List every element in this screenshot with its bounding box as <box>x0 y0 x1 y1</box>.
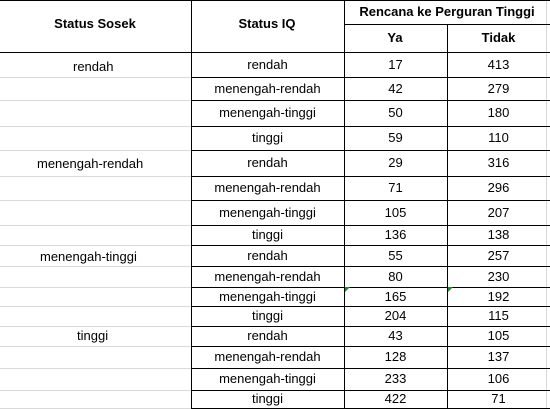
row-border <box>191 200 550 201</box>
cell-tidak: 138 <box>487 227 510 242</box>
row-border <box>191 77 550 78</box>
row-border <box>191 100 550 101</box>
cell-status-iq: menengah-rendah <box>214 349 321 364</box>
cell-ya: 42 <box>388 80 403 96</box>
cell-status-iq: rendah <box>247 56 288 72</box>
cell-ya: 136 <box>384 227 407 242</box>
row-gridline <box>0 126 191 127</box>
row-border <box>191 150 550 151</box>
row-gridline <box>0 306 191 307</box>
header-divider <box>447 24 448 52</box>
header-border-bottom <box>0 52 550 53</box>
cell-ya: 50 <box>388 105 403 120</box>
row-gridline <box>0 368 191 369</box>
cell-status-iq: menengah-tinggi <box>219 288 316 304</box>
cell-ya: 105 <box>384 204 407 220</box>
row-gridline <box>0 245 191 246</box>
header-divider <box>344 0 345 52</box>
cell-status-iq: menengah-tinggi <box>219 371 316 386</box>
row-border <box>191 225 550 226</box>
row-border <box>191 306 550 307</box>
row-border <box>191 346 550 347</box>
cell-status-iq: menengah-rendah <box>214 80 321 96</box>
header-tidak: Tidak <box>481 30 516 45</box>
cell-ya: 422 <box>384 391 407 406</box>
cell-status-iq: menengah-rendah <box>214 180 321 195</box>
cell-status-iq: menengah-tinggi <box>219 204 316 220</box>
cell-status-iq: rendah <box>247 328 288 343</box>
row-border <box>191 245 550 246</box>
header-divider <box>191 0 192 52</box>
cell-status-iq: rendah <box>247 155 288 170</box>
cell-tidak: 207 <box>487 204 510 220</box>
row-gridline <box>0 100 191 101</box>
cell-status-iq: rendah <box>247 247 288 263</box>
cell-status-iq: tinggi <box>251 391 284 406</box>
cell-ya: 55 <box>388 247 403 263</box>
cell-tidak: 230 <box>487 268 510 284</box>
cell-status-sosek: menengah-tinggi <box>40 249 137 264</box>
cell-tidak: 413 <box>487 56 510 72</box>
cell-marker-icon <box>345 287 350 292</box>
row-gridline <box>0 200 191 201</box>
cell-tidak: 296 <box>487 180 510 195</box>
cell-ya: 29 <box>388 155 403 170</box>
table-border-top <box>0 0 550 1</box>
cell-status-sosek: rendah <box>73 59 114 74</box>
header-status-iq: Status IQ <box>238 16 296 31</box>
row-gridline <box>0 77 191 78</box>
row-border <box>191 266 550 267</box>
row-gridline <box>0 266 191 267</box>
cell-ya: 233 <box>384 371 407 386</box>
cell-status-sosek: menengah-rendah <box>37 156 144 171</box>
row-gridline <box>0 176 191 177</box>
cell-marker-icon <box>448 287 453 292</box>
cell-tidak: 106 <box>487 371 510 386</box>
cell-tidak: 115 <box>488 308 509 323</box>
header-ya: Ya <box>387 30 403 45</box>
cell-status-iq: menengah-rendah <box>214 268 321 284</box>
cell-ya: 128 <box>384 349 407 364</box>
row-gridline <box>0 326 191 327</box>
cell-status-iq: tinggi <box>251 130 284 145</box>
row-border <box>191 176 550 177</box>
cell-ya: 17 <box>388 56 403 72</box>
cell-tidak: 316 <box>487 155 510 170</box>
cell-tidak: 279 <box>487 80 510 96</box>
cell-status-sosek: tinggi <box>77 328 109 343</box>
cell-tidak: 71 <box>491 391 506 406</box>
row-gridline <box>0 346 191 347</box>
cell-ya: 43 <box>388 328 403 343</box>
row-gridline <box>0 287 191 288</box>
cell-tidak: 105 <box>487 328 510 343</box>
row-border <box>191 368 550 369</box>
cell-ya: 80 <box>388 268 403 284</box>
cell-tidak: 180 <box>487 105 510 120</box>
cell-status-iq: tinggi <box>251 227 284 242</box>
row-border <box>191 326 550 327</box>
cell-ya: 165 <box>384 288 407 304</box>
cell-ya: 71 <box>388 180 403 195</box>
row-gridline <box>0 150 191 151</box>
cell-tidak: 110 <box>488 130 509 145</box>
row-border <box>191 126 550 127</box>
cell-ya: 59 <box>388 130 403 145</box>
cell-tidak: 137 <box>487 349 510 364</box>
cell-ya: 204 <box>384 308 407 323</box>
cell-tidak: 192 <box>487 288 510 304</box>
cell-tidak: 257 <box>487 247 510 263</box>
header-status-sosek: Status Sosek <box>54 16 136 31</box>
header-rencana: Rencana ke Perguran Tinggi <box>359 4 535 19</box>
row-gridline <box>0 225 191 226</box>
cell-status-iq: tinggi <box>251 308 284 323</box>
row-gridline <box>0 390 191 391</box>
cell-status-iq: menengah-tinggi <box>219 105 316 120</box>
